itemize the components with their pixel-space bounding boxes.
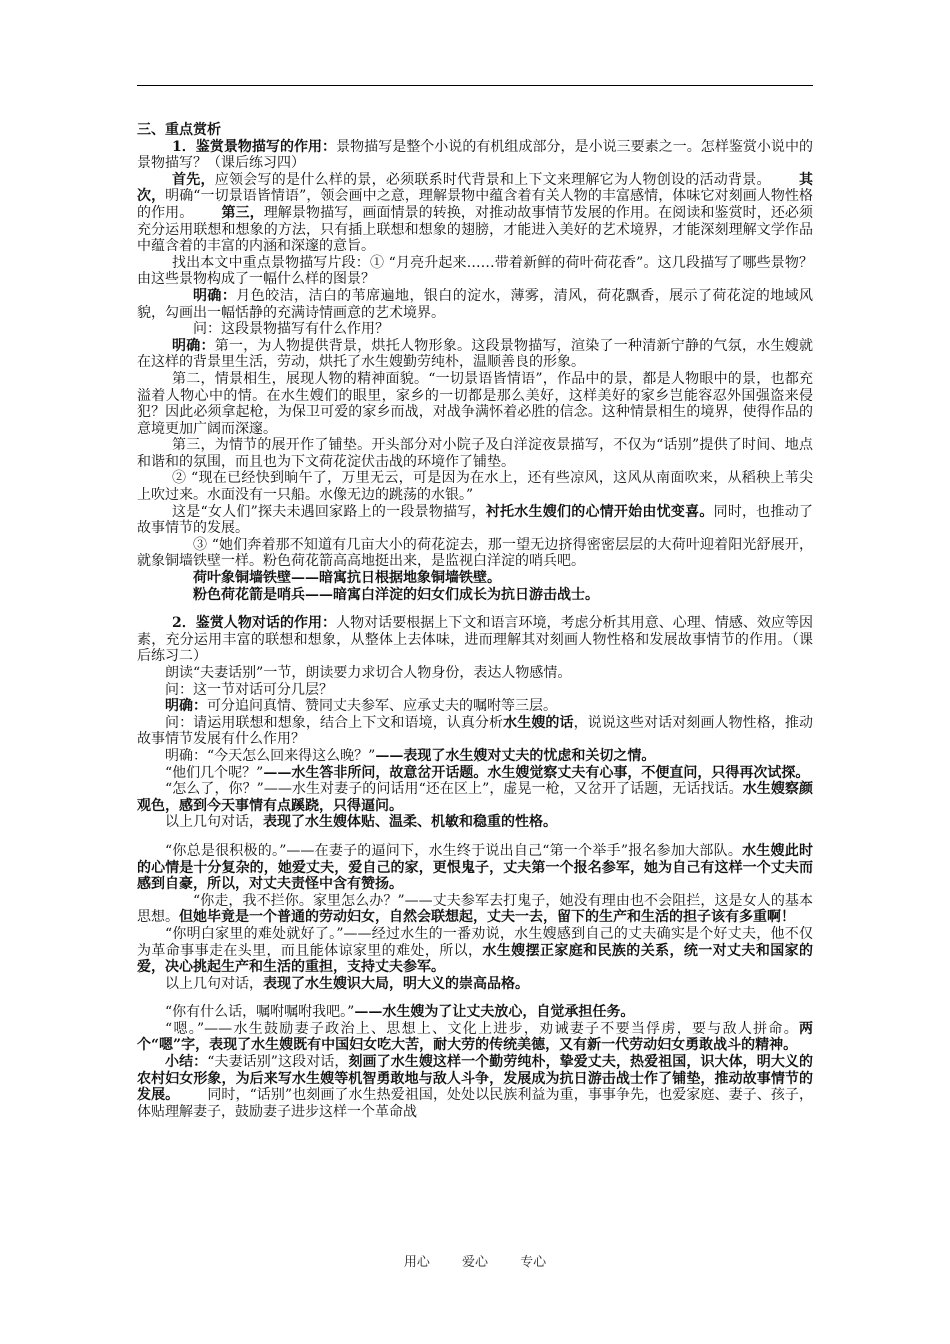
part2-read: 朗读“夫妻话别”一节，朗读要力求切合人物身份，表达人物感情。 bbox=[165, 665, 572, 681]
footer-middle: 爱心 bbox=[461, 1255, 488, 1270]
part1-intro: 1．鉴赏景物描写的作用：景物描写是整个小说的有机组成部分，是小说三要素之一。怎样鉴赏小说中的景物描写？（课后练习四） bbox=[137, 138, 813, 172]
footer-right: 专心 bbox=[520, 1255, 547, 1270]
part1-quote3: ③ “她们奔着那不知道有几亩大小的荷花淀去，那一望无边挤得密密层层的大荷叶迎着阳光舒展开，就象铜墙铁壁一样。粉色荷花箭高高地挺出来，是监视白洋淀的哨兵吧。 bbox=[137, 536, 813, 570]
page-footer bbox=[0, 1251, 950, 1270]
part1-third-point: 第三，为情节的展开作了铺垫。开头部分对小院子及白洋淀夜景描写，不仅为“话别”提供了时间、地点和谐和的氛围，而且也为下文荷花淀伏击战的环境作了铺垫。 bbox=[137, 437, 813, 470]
part2-dialogue2: “他们几个呢？”——水生答非所问，故意岔开话题。水生嫂觉察丈夫有心事，不便直问，只得再次试探。 bbox=[165, 764, 810, 781]
document-body bbox=[137, 122, 813, 1120]
part2-dialogue6: “你明白家里的难处就好了。”——经过水生的一番劝说，水生嫂感到自己的丈夫确实是个好丈夫，他不仅为革命事事走在头里，而且能体谅家里的难处，所以，水生嫂摆正家庭和民族的关系，统一对丈夫和国家的爱，决心挑起生产和生活的重担，支持丈夫参军。 bbox=[137, 925, 813, 976]
part2-dialogue8: “嗯。”——水生鼓励妻子政治上、思想上、文化上进步，劝诫妻子不要当俘虏，要与敌人拼命。两个“嗯”字，表现了水生嫂既有中国妇女吃大苦，耐大劳的传统美德，又有新一代劳动妇女勇敢战斗的精神。 bbox=[137, 1020, 813, 1054]
part2-dialogue7: “你有什么话，嘱咐嘱咐我吧。”——水生嫂为了让丈夫放心，自觉承担任务。 bbox=[165, 1004, 635, 1021]
part1-second-point: 第二，情景相生，展现人物的精神面貌。“一切景语皆情语”，作品中的景，都是人物眼中的景，也都充溢着人物心中的情。在水生嫂们的眼里，家乡的一切都是那么美好，这样美好的家乡岂能容忍外国强盗来侵犯？因此必须拿起枪，为保卫可爱的家乡而战，对战争满怀着必胜的信念。这种情景相生的境界，使得作品的意境更加广阔而深邃。 bbox=[137, 370, 813, 437]
part1-quote2: ② “现在已经快到晌午了，万里无云，可是因为在水上，还有些凉风，这风从南面吹来，从稻秧上苇尖上吹过来。水面没有一只船。水像无边的跳荡的水银。” bbox=[137, 470, 813, 504]
part2-summary1: 以上几句对话，表现了水生嫂体贴、温柔、机敏和稳重的性格。 bbox=[165, 814, 557, 831]
part2-dialogue1: 明确：“今天怎么回来得这么晚？”——表现了水生嫂对丈夫的忧虑和关切之情。 bbox=[165, 747, 656, 764]
part2-dialogue4: “你总是很积极的。”——在妻子的逼问下，水生终于说出自己“第一个举手”报名参加大部队。水生嫂此时的心情是十分复杂的，她爱丈夫，爱自己的家，更恨鬼子，丈夫第一个报名参军，她为自己有这样一个丈夫而感到自豪，所以，对丈夫责怪中含有赞扬。 bbox=[137, 842, 813, 893]
part1-question2: 问：这段景物描写有什么作用？ bbox=[193, 321, 389, 338]
part1-quote2-note: 这是“女人们”探夫未遇回家路上的一段景物描写，衬托水生嫂们的心情开始由忧变喜。同时，也推动了故事情节的发展。 bbox=[137, 503, 814, 537]
part2-conclusion: 小结：“夫妻话别”这段对话，刻画了水生嫂这样一个勤劳纯朴，挚爱丈夫，热爱祖国，识大体，明大义的农村妇女形象，为后来写水生嫂等机智勇敢地与敌人斗争，发展成为抗日游击战士作了铺垫，推动故事情节的发展。 同时，“话别”也刻画了水生热爱祖国，处处以民族利益为重，事事争先，也爱家庭、妻子、孩子，体贴理解妻子，鼓励妻子进步这样一个革命战 bbox=[137, 1054, 814, 1120]
part1-bold1: 荷叶象铜墙铁壁——暗寓抗日根据地象铜墙铁壁。 bbox=[193, 570, 501, 587]
part2-dialogue5: “你走，我不拦你。家里怎么办？”——丈夫参军去打鬼子，她没有理由也不会阻拦，这是女人的基本思想。但她毕竟是一个普通的劳动妇女，自然会联想起，丈夫一去，留下的生产和生活的担子该有多重啊！ bbox=[137, 892, 813, 926]
footer-left: 用心 bbox=[403, 1255, 430, 1270]
header-rule bbox=[137, 85, 813, 86]
part2-intro: 2．鉴赏人物对话的作用：人物对话要根据上下文和语言环境，考虑分析其用意、心理、情感、效应等因素，充分运用丰富的联想和想象，从整体上去体味，进而理解其对刻画人物性格和发展故事情节的作用。（课后练习二） bbox=[137, 615, 813, 665]
section-title: 三、重点赏析 bbox=[137, 122, 221, 138]
part2-dialogue3: “怎么了，你？”——水生对妻子的问话用“还在区上”，虚晃一枪，又岔开了话题，无话找话。水生嫂察颜观色，感到今天事情有点蹊跷，只得逼问。 bbox=[137, 781, 813, 814]
part1-find: 找出本文中重点景物描写片段：① “月亮升起来……带着新鲜的荷叶荷花香”。这几段描写了哪些景物？由这些景物构成了一幅什么样的图景？ bbox=[137, 254, 813, 288]
part2-answer-layers: 明确：可分追问真情、赞同丈夫参军、应承丈夫的嘱咐等三层。 bbox=[165, 698, 557, 715]
part1-answer2: 明确：第一，为人物提供背景，烘托人物形象。这段景物描写，渲染了一种清新宁静的气氛，水生嫂就在这样的背景里生活，劳动，烘托了水生嫂勤劳纯朴，温顺善良的形象。 bbox=[137, 337, 813, 371]
part2-question-analyze: 问：请运用联想和想象，结合上下文和语境，认真分析水生嫂的话，说说这些对话对刻画人物性格，推动故事情节发展有什么作用？ bbox=[137, 714, 814, 748]
part2-question-layers: 问：这一节对话可分几层？ bbox=[165, 681, 333, 698]
part2-summary2: 以上几句对话，表现了水生嫂识大局，明大义的崇高品格。 bbox=[165, 975, 529, 992]
part1-methods: 首先，应领会写的是什么样的景，必须联系时代背景和上下文来理解它为人物创设的活动背景。 其次，明确“一切景语皆情语”，领会画中之意，理解景物中蕴含着有关人物的丰富感情，体味它对刻画人物性格的作用。 第三，理解景物描写，画面情景的转换，对推动故事情节发展的作用。在阅读和鉴赏时，还必须充分运用联想和想象的方法，只有插上联想和想象的翅膀，才能进入美好的艺术境界，才能深刻理解文学作品中蕴含着的丰富的内涵和深邃的意旨。 bbox=[137, 171, 814, 255]
part1-bold2: 粉色荷花箭是哨兵——暗寓白洋淀的妇女们成长为抗日游击战士。 bbox=[193, 586, 599, 603]
part1-answer1: 明确：月色皎洁，洁白的苇席遍地，银白的淀水，薄雾，清风，荷花飘香，展示了荷花淀的地域风貌，勾画出一幅恬静的充满诗情画意的艺术境界。 bbox=[137, 287, 814, 321]
